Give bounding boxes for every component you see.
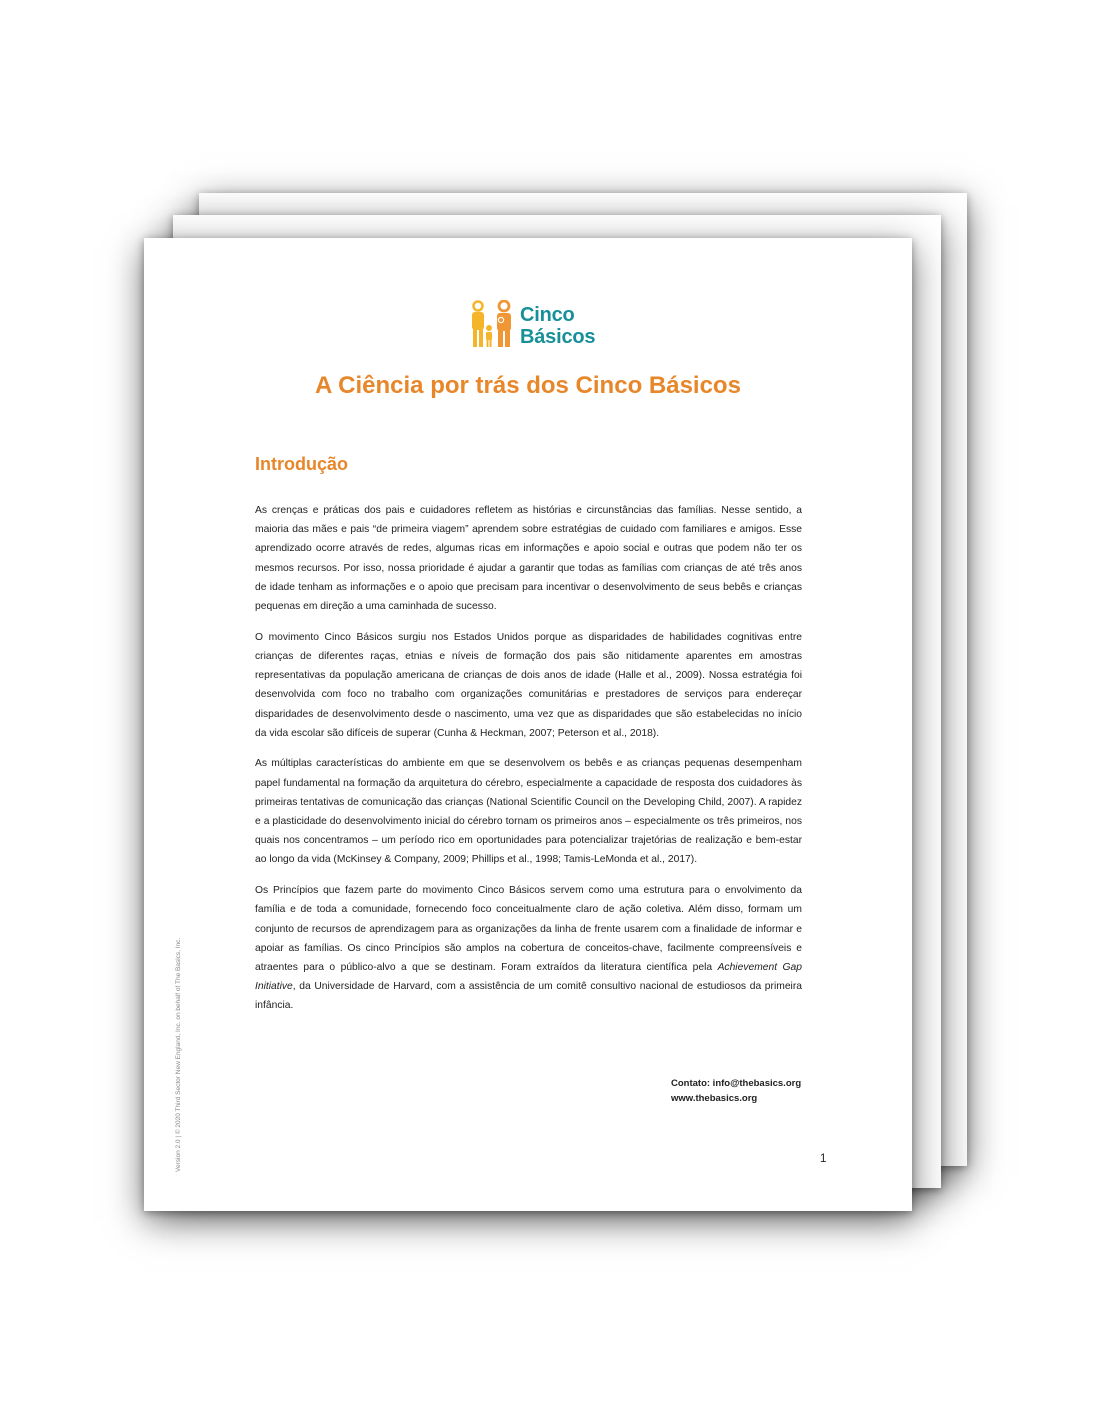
family-figures-icon bbox=[468, 300, 518, 352]
contact-block bbox=[671, 1076, 801, 1106]
contact-email: Contato: info@thebasics.org bbox=[671, 1078, 802, 1089]
document-page bbox=[144, 238, 912, 1211]
contact-website: www.thebasics.org bbox=[671, 1093, 758, 1104]
logo-text-line-1: Cinco bbox=[520, 304, 575, 326]
version-copyright-note: Version 2.0 | © 2020 Third Sector New England, Inc. on behalf of The Basics, Inc. bbox=[175, 937, 182, 1172]
document-title: A Ciência por trás dos Cinco Básicos bbox=[315, 372, 741, 399]
page-number: 1 bbox=[820, 1153, 827, 1165]
paragraph-4-italic: Achievement Gap Initiative bbox=[255, 961, 802, 993]
paragraph-4-text-end: , da Universidade de Harvard, com a assistência de um comitê consultivo nacional de estudiosos da primeira infância. bbox=[255, 981, 802, 1012]
paragraph-4 bbox=[255, 881, 802, 1015]
paragraph-2: O movimento Cinco Básicos surgiu nos Estados Unidos porque as disparidades de habilidades cognitivas entre crianças de diferentes raças, etnias e níveis de formação dos pais são nitidamente aparentes em amostras representativas da população americana de crianças de dois anos de idade (Halle et al., 2009). Nossa estratégia foi desenvolvida com foco no trabalho com organizações comunitárias e prestadores de serviços para endereçar disparidades de desenvolvimento desde o nascimento, uma vez que as disparidades que são estabelecidas no início da vida escolar são difíceis de superar (Cunha & Heckman, 2007; Peterson et al., 2018). bbox=[255, 631, 802, 739]
paragraph-3: As múltiplas características do ambiente em que se desenvolvem os bebês e as crianças pequenas desempenham papel fundamental na formação da arquitetura do cérebro, especialmente a capacidade de resposta dos cuidadores às primeiras tentativas de comunicação das crianças (National Scientific Council on the Developing Child, 2007). A rapidez e a plasticidade do desenvolvimento inicial do cérebro tornam os primeiros anos – especialmente os três primeiros, nos quais nos concentramos – um período rico em oportunidades para potencializar trajetórias de realização e bem-estar ao longo da vida (McKinsey & Company, 2009; Phillips et al., 1998; Tamis-LeMonda et al., 2017). bbox=[255, 758, 802, 866]
logo-text-line-2: Básicos bbox=[520, 326, 596, 348]
paragraph-4-text-start: Os Princípios que fazem parte do movimento Cinco Básicos servem como uma estrutura para o envolvimento da família e de toda a comunidade, fornecendo foco conceitualmente claro de ação coletiva. Além disso, formam um conjunto de recursos de aprendizagem para as organizações da linha de frente usarem com a finalidade de informar e apoiar as famílias. Os cinco Princípios são amplos na cobertura de conceitos-chave, facilmente compreensíveis e atraentes para o público-alvo a que se destinam. Foram extraídos da literatura científica pela bbox=[255, 885, 802, 973]
section-heading: Introdução bbox=[255, 454, 348, 474]
cinco-basicos-logo bbox=[468, 300, 618, 352]
paragraph-1: As crenças e práticas dos pais e cuidadores refletem as histórias e circunstâncias das famílias. Nesse sentido, a maioria das mães e pais “de primeira viagem” aprendem sobre estratégias de cuidado com familiares e amigos. Esse aprendizado ocorre através de redes, algumas ricas em informações e apoio social e outras que podem não ter os mesmos recursos. Por isso, nossa prioridade é ajudar a garantir que todas as famílias com crianças de até três anos de idade tenham as informações e o apoio que precisam para incentivar o desenvolvimento de seus bebês e crianças pequenas em direção a uma caminhada de sucesso. bbox=[255, 505, 802, 613]
body-text bbox=[255, 501, 802, 1027]
